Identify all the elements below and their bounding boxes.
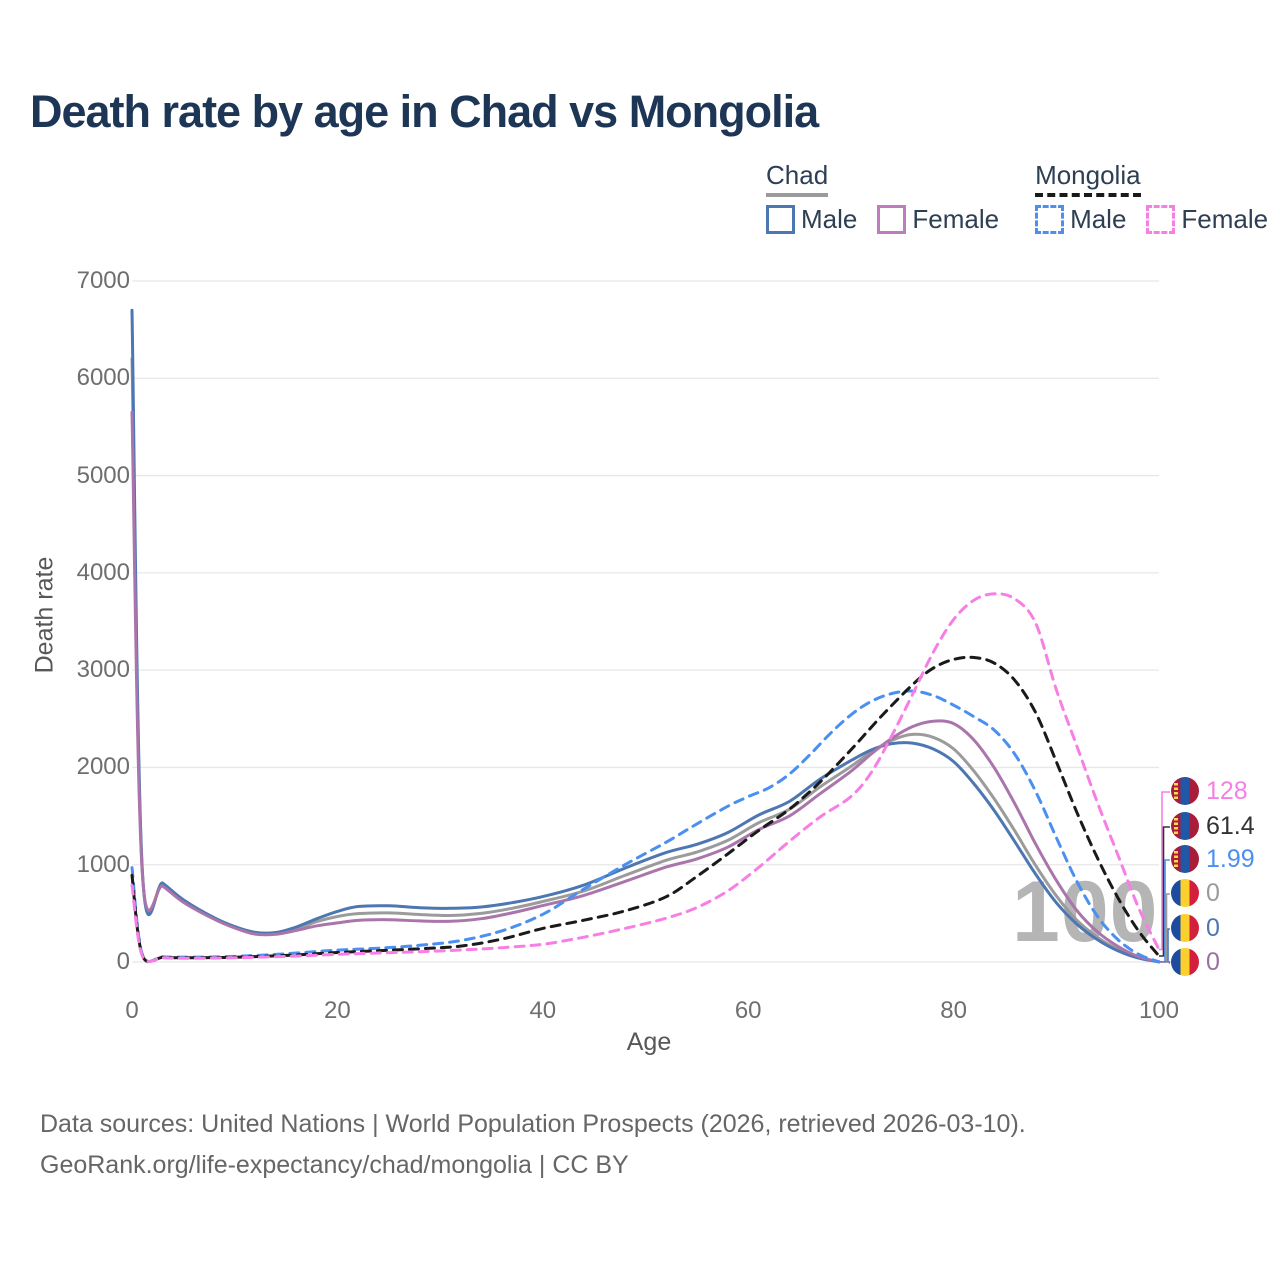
- end-label-chad-male: [1171, 914, 1220, 942]
- watermark: 100: [1012, 864, 1159, 960]
- chad-flag-icon: [1171, 914, 1199, 942]
- series-line-chad-total[interactable]: [132, 359, 1159, 962]
- x-tick-label: 0: [125, 997, 139, 1024]
- x-axis-title: Age: [626, 1028, 672, 1056]
- end-label-chad-female: [1171, 948, 1220, 976]
- end-label-value: 0: [1206, 948, 1220, 976]
- series-line-mongolia-female[interactable]: [132, 594, 1159, 962]
- series-line-chad-female[interactable]: [132, 412, 1159, 962]
- y-tick-label: 5000: [76, 461, 130, 489]
- legend-item-label: Female: [912, 204, 1000, 234]
- series-line-chad-male[interactable]: [132, 310, 1159, 962]
- legend-item-label: Male: [1070, 204, 1127, 234]
- y-tick-label: 4000: [76, 558, 130, 586]
- x-tick-label: 20: [324, 997, 351, 1024]
- page-title: Death rate by age in Chad vs Mongolia: [30, 86, 819, 137]
- footer-line2: GeoRank.org/life-expectancy/chad/mongolia | CC BY: [40, 1151, 629, 1179]
- y-axis-title: Death rate: [30, 556, 59, 674]
- y-tick-label: 0: [116, 948, 130, 975]
- end-label-value: 61.4: [1206, 812, 1255, 840]
- x-tick-label: 80: [940, 997, 967, 1024]
- x-tick-label: 40: [529, 997, 557, 1024]
- end-label-value: 0: [1206, 914, 1220, 942]
- end-label-connector: [1159, 962, 1170, 963]
- end-label-mongolia-male: [1171, 845, 1255, 873]
- mongolia-flag-icon: [1171, 777, 1199, 805]
- legend-mongolia-title[interactable]: Mongolia: [1035, 160, 1141, 197]
- x-tick-label: 100: [1138, 997, 1180, 1024]
- end-label-value: 0: [1206, 879, 1220, 907]
- end-label-chad-total: [1171, 879, 1220, 907]
- x-tick-label: 60: [734, 997, 762, 1024]
- mongolia-flag-icon: [1171, 845, 1199, 873]
- legend-chad-title[interactable]: Chad: [766, 160, 828, 197]
- y-tick-label: 7000: [76, 267, 130, 294]
- mongolia-flag-icon: [1171, 812, 1199, 840]
- chad-flag-icon: [1171, 879, 1199, 907]
- series-line-mongolia-total[interactable]: [132, 657, 1159, 962]
- end-label-mongolia-female: [1171, 777, 1248, 805]
- footer-line1: Data sources: United Nations | World Population Prospects (2026, retrieved 2026-03-10).: [40, 1110, 1026, 1138]
- end-label-value: 1.99: [1206, 845, 1255, 873]
- y-tick-label: 2000: [76, 753, 130, 781]
- legend-item-label: Female: [1181, 204, 1269, 234]
- end-label-value: 128: [1206, 777, 1248, 805]
- end-label-mongolia-total: [1171, 812, 1255, 840]
- y-tick-label: 1000: [76, 850, 130, 878]
- y-tick-label: 3000: [76, 656, 130, 684]
- chad-flag-icon: [1171, 948, 1199, 976]
- y-tick-label: 6000: [76, 364, 130, 392]
- legend-item-label: Male: [801, 204, 858, 234]
